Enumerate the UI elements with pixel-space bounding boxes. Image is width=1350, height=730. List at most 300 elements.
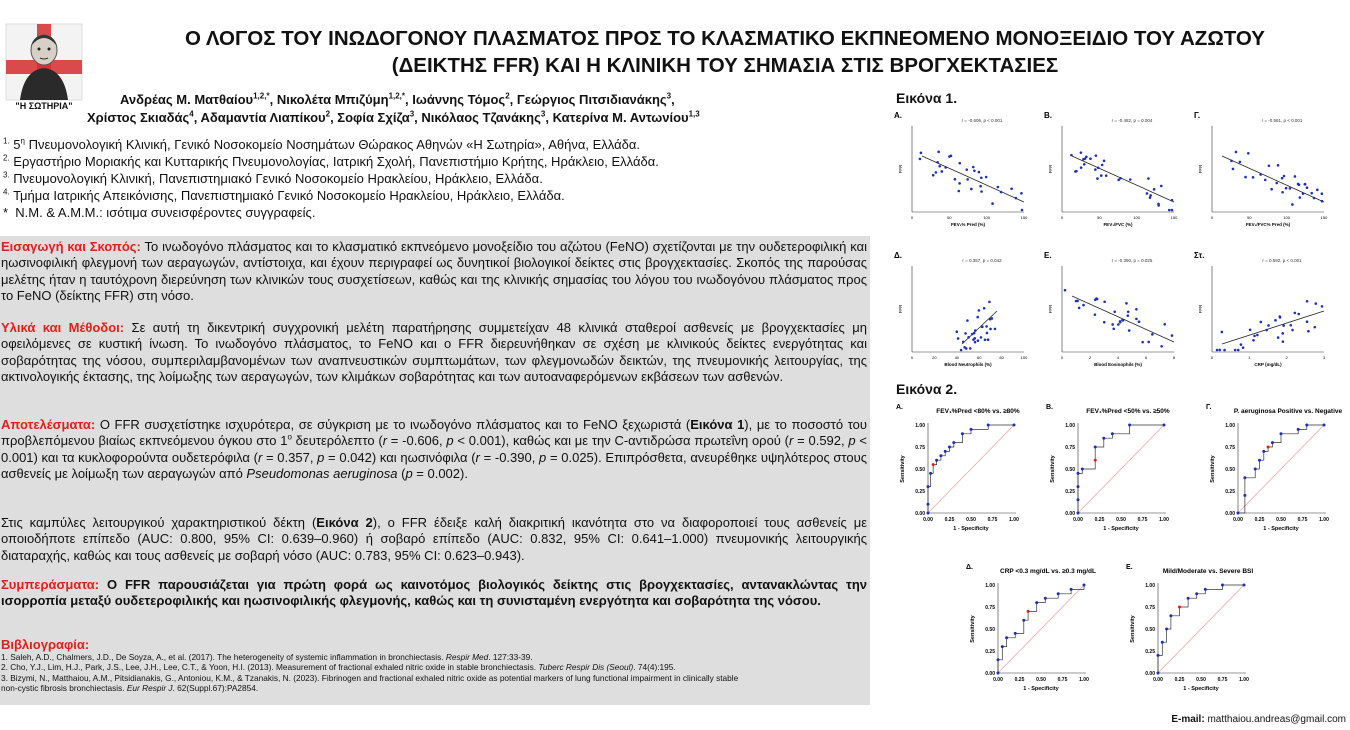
x-axis-label: CRP (mg/dL) xyxy=(1254,362,1282,367)
scatter-point xyxy=(1294,175,1297,178)
scatter-point xyxy=(991,317,994,320)
ref-tail: . 74(4):195. xyxy=(633,662,676,673)
scatter-point xyxy=(1321,200,1324,203)
roc-point xyxy=(1243,476,1246,479)
scatter-point xyxy=(1129,178,1132,181)
y-tick-label: 0.50 xyxy=(915,467,925,473)
results-text: δευτερόλεπτο ( xyxy=(291,433,383,449)
scatter-point xyxy=(1281,332,1284,335)
author-name: Νικόλαος Τζανάκης xyxy=(421,110,541,125)
methods-heading: Υλικά και Μέθοδοι: xyxy=(1,320,125,335)
x-axis-label: Blood Neutrophils (%) xyxy=(944,362,992,367)
scatter-point xyxy=(984,338,987,341)
author-sep: , xyxy=(405,92,413,107)
scatter-point xyxy=(1321,192,1324,195)
authors-line-2 xyxy=(87,110,700,125)
author-sep: , xyxy=(193,110,201,125)
x-axis-label: 1 - Specificity xyxy=(1183,686,1219,692)
references xyxy=(1,637,869,693)
ref-text: 2. Cho, Y.J., Lim, H.J., Park, J.S., Lee, J.H., Lee, C.T., & Yoon, H.I. (2013). Measurement of fractional exhaled nitric oxide in stable bronchiectasis. xyxy=(1,662,539,673)
affil-num: 2. xyxy=(3,153,10,163)
roc-point xyxy=(1280,432,1283,435)
scatter-point xyxy=(1135,308,1138,311)
authors-line-1 xyxy=(120,92,675,107)
author-name: Νικολέτα Μπιζύμη xyxy=(276,92,389,107)
species-name: Pseudomonas aeruginosa xyxy=(246,465,398,481)
reference-item xyxy=(1,683,869,693)
roc-point xyxy=(1323,424,1326,427)
scatter-point xyxy=(970,188,973,191)
scatter-point xyxy=(1252,176,1255,179)
x-axis-label: 1 - Specificity xyxy=(1263,526,1299,532)
roc-point xyxy=(1187,597,1190,600)
scatter-point xyxy=(1314,326,1317,329)
results-text: = 0.002). xyxy=(412,465,468,481)
roc-point xyxy=(944,450,947,453)
x-tick-label: 4 xyxy=(1116,355,1120,360)
author-name: Ιωάννης Τόμος xyxy=(412,92,506,107)
roc-title: CRP <0.3 mg/dL vs. ≥0.3 mg/dL xyxy=(1000,568,1096,575)
panel-label: Δ. xyxy=(966,564,973,571)
scatter-point xyxy=(1314,302,1317,305)
affil-text: Πνευμονολογική Κλινική, Γενικό Νοσοκομείο Νοσημάτων Θώρακος Αθηνών «Η Σωτηρία», Αθήνα, Ελλάδα. xyxy=(24,137,640,152)
scatter-panel xyxy=(1194,111,1328,227)
roc-point xyxy=(1111,432,1114,435)
reference-line xyxy=(928,425,1014,513)
x-tick-label: 0 xyxy=(910,215,914,220)
scatter-point xyxy=(1291,203,1294,206)
author-name: Αδαμαντία Λιαπίκου xyxy=(200,110,326,125)
roc-title: P. aeruginosa Positive vs. Negative xyxy=(1233,408,1343,415)
scatter-point xyxy=(1094,313,1097,316)
trend-line xyxy=(1222,311,1324,344)
x-axis-label: FEV₁/FVC% Pred (%) xyxy=(1245,222,1291,227)
scatter-point xyxy=(1078,307,1081,310)
scatter-point xyxy=(1221,331,1224,334)
stat-r: r xyxy=(475,449,480,465)
scatter-point xyxy=(1010,187,1013,190)
scatter-point xyxy=(1147,177,1150,180)
scatter-point xyxy=(1113,310,1116,313)
scatter-point xyxy=(1270,188,1273,191)
scatter-point xyxy=(978,171,981,174)
scatter-point xyxy=(950,155,953,158)
roc-point xyxy=(1128,424,1131,427)
x-axis-label: Blood Eosinophils (%) xyxy=(1094,362,1142,367)
scatter-point xyxy=(1281,177,1284,180)
y-axis-label: FFR xyxy=(1048,304,1053,314)
author-name: Κατερίνα Μ. Αντωνίου xyxy=(552,110,689,125)
figure-1-title: Εικόνα 1. xyxy=(896,90,958,106)
scatter-point xyxy=(994,328,997,331)
roc-point xyxy=(1070,588,1073,591)
scatter-point xyxy=(1096,177,1099,180)
scatter-point xyxy=(1237,349,1240,352)
results-text: Στις καμπύλες λειτουργικού χαρακτηριστικού δέκτη ( xyxy=(1,515,317,530)
scatter-point xyxy=(1020,192,1023,195)
scatter-point xyxy=(1267,324,1270,327)
results-text: = -0.390, xyxy=(479,449,540,465)
scatter-point xyxy=(1223,349,1226,352)
scatter-point xyxy=(919,158,922,161)
y-tick-label: 1.00 xyxy=(985,583,995,589)
scatter-point xyxy=(1218,349,1221,352)
roc-title: FEV₁%Pred <50% vs. ≥50% xyxy=(1086,408,1170,415)
affil-num: * xyxy=(3,205,9,220)
scatter-point xyxy=(1103,300,1106,303)
scatter-point xyxy=(1082,158,1085,161)
scatter-point xyxy=(980,190,983,193)
scatter-point xyxy=(1242,346,1245,349)
scatter-panel xyxy=(1194,251,1326,367)
author-sep: , xyxy=(330,110,338,125)
y-axis-label: FFR xyxy=(1048,164,1053,174)
author-sup: 1,3 xyxy=(688,109,700,119)
y-axis-label: Sensitivity xyxy=(1130,615,1136,643)
roc-point xyxy=(948,446,951,449)
roc-point xyxy=(997,672,1000,675)
author-sup: 2 xyxy=(325,109,331,119)
scatter-point xyxy=(920,152,923,155)
scatter-point xyxy=(938,165,941,168)
y-tick-label: 0.50 xyxy=(1065,467,1075,473)
scatter-panel xyxy=(894,111,1028,227)
scatter-point xyxy=(974,341,977,344)
panel-label: Γ. xyxy=(1206,404,1212,411)
scatter-point xyxy=(957,337,960,340)
title-line-2: (ΔΕΙΚΤΗΣ FFR) ΚΑΙ Η ΚΛΙΝΙΚΗ ΤΟΥ ΣΗΜΑΣΙΑ ΣΤΙΣ ΒΡΟΓΧΕΚΤΑΣΙΕΣ xyxy=(391,54,1059,77)
ref-tail: . 127:33-39. xyxy=(488,652,533,662)
poster-title xyxy=(90,25,1350,79)
x-tick-label: 8 xyxy=(1172,355,1176,360)
stat-p: p xyxy=(405,465,413,481)
affil-sup: η xyxy=(20,136,25,146)
scatter-point xyxy=(958,162,961,165)
roc-point xyxy=(1305,424,1308,427)
scatter-point xyxy=(958,182,961,185)
scatter-point xyxy=(1256,334,1259,337)
scatter-point xyxy=(1282,340,1285,343)
y-axis-label: Sensitivity xyxy=(970,615,976,643)
results-text: = 0.025). Επιπρόσθετα, ανευρέθηκε υψηλότερος στους ασθενείς με λοίμωξη των αεραγωγών από xyxy=(1,449,867,481)
x-tick-label: 0 xyxy=(1210,215,1214,220)
trend-line xyxy=(1222,156,1324,202)
affil-num: 1. xyxy=(3,136,10,146)
scatter-point xyxy=(937,151,940,154)
scatter-point xyxy=(1264,179,1267,182)
roc-point xyxy=(1204,588,1207,591)
scatter-point xyxy=(987,338,990,341)
affil-text: Πνευμονολογική Κλινική, Πανεπιστημιακό Γενικό Νοσοκομείο Ηρακλείου, Ηράκλειο, Ελλάδα. xyxy=(13,171,543,186)
roc-point xyxy=(1297,428,1300,431)
scatter-point xyxy=(1103,160,1106,163)
scatter-point xyxy=(1313,197,1316,200)
author-sep: , xyxy=(414,110,422,125)
scatter-point xyxy=(1216,349,1219,352)
scatter-point xyxy=(1121,319,1124,322)
scatter-point xyxy=(1306,320,1309,323)
author-sup: 3 xyxy=(540,109,546,119)
stat-p: p xyxy=(848,433,856,449)
x-tick-label: 1.00 xyxy=(1079,677,1089,683)
affiliation xyxy=(3,137,640,152)
scatter-point xyxy=(1289,324,1292,327)
scatter-point xyxy=(964,332,967,335)
ref-text: 1. Saleh, A.D., Chalmers, J.D., De Soyza, A., et al. (2017). The heterogeneity of systemic inflammation in bronchiectasis. xyxy=(1,652,446,662)
contact-email xyxy=(1171,714,1346,725)
roc-point xyxy=(927,485,930,488)
y-tick-label: 0.75 xyxy=(1225,445,1235,451)
ref-text: 3. Bizymi, N., Matthaiou, A.M., Pitsidianakis, G., Antoniou, K.M., & Tzanakis, N. (2023). Fibrinogen and fractional exhaled nitric oxide as potential markers of lung functional impairment in clinically stable xyxy=(1,672,739,683)
roc-point xyxy=(1057,592,1060,595)
x-tick-label: 2 xyxy=(1285,355,1288,360)
scatter-point xyxy=(1097,166,1100,169)
intro-heading: Εισαγωγή και Σκοπός: xyxy=(1,239,141,254)
panel-stat: r = -0.390, p = 0.025 xyxy=(1111,258,1153,263)
y-tick-label: 0.75 xyxy=(1065,445,1075,451)
reference-item xyxy=(1,673,869,683)
x-axis-label: 1 - Specificity xyxy=(1023,686,1059,692)
scatter-point xyxy=(1268,164,1271,167)
author-sep: , xyxy=(269,92,277,107)
x-tick-label: 50 xyxy=(947,215,952,220)
x-tick-label: 0.25 xyxy=(1254,517,1265,523)
scatter-point xyxy=(1259,173,1262,176)
author-sup: 1,2,* xyxy=(253,91,270,101)
scatter-panel xyxy=(1044,251,1176,367)
scatter-point xyxy=(1260,321,1263,324)
scatter-point xyxy=(965,168,968,171)
roc-point xyxy=(1005,636,1008,639)
y-tick-label: 1.00 xyxy=(1065,423,1075,429)
scatter-panel xyxy=(894,251,1028,367)
scatter-point xyxy=(978,309,981,312)
scatter-point xyxy=(1117,179,1120,182)
author-sup: 2 xyxy=(505,91,510,101)
x-tick-label: 100 xyxy=(1020,355,1028,360)
email-address[interactable]: matthaiou.andreas@gmail.com xyxy=(1204,714,1346,725)
y-tick-label: 0.25 xyxy=(1225,489,1235,495)
stat-p: p xyxy=(539,449,547,465)
x-axis-label: FEV₁% Pred (%) xyxy=(950,222,986,227)
roc-point xyxy=(1077,498,1080,501)
x-tick-label: 0.00 xyxy=(993,677,1003,683)
roc-point xyxy=(952,441,955,444)
roc-point xyxy=(1243,494,1246,497)
x-tick-label: 20 xyxy=(932,355,937,360)
scatter-point xyxy=(1103,321,1106,324)
ref-journal: Tuberc Respir Dis (Seoul) xyxy=(538,662,634,673)
scatter-point xyxy=(1310,192,1313,195)
scatter-point xyxy=(1074,170,1077,173)
scatter-point xyxy=(1306,300,1309,303)
x-tick-label: 0.25 xyxy=(1014,677,1025,683)
roc-point xyxy=(1195,592,1198,595)
x-tick-label: 0 xyxy=(1060,355,1064,360)
x-axis-label: 1 - Specificity xyxy=(953,526,989,532)
scatter-point xyxy=(1282,324,1285,327)
scatter-point xyxy=(1307,330,1310,333)
scatter-point xyxy=(967,336,970,339)
roc-panel xyxy=(896,404,1020,532)
panel-label: Β. xyxy=(1046,404,1053,411)
scatter-point xyxy=(989,328,992,331)
reference-item xyxy=(1,652,869,662)
scatter-point xyxy=(1100,174,1103,177)
scatter-point xyxy=(935,171,938,174)
panel-label: Δ. xyxy=(894,251,902,260)
x-tick-label: 1 xyxy=(1248,355,1251,360)
stat-r: r xyxy=(257,449,263,465)
roc-panel xyxy=(1206,404,1343,532)
x-tick-label: 50 xyxy=(1247,215,1252,220)
scatter-point xyxy=(1234,349,1237,352)
y-tick-label: 0.75 xyxy=(915,445,925,451)
scatter-point xyxy=(966,178,969,181)
affil-num: 3. xyxy=(3,170,10,180)
intro-section xyxy=(1,239,867,304)
scatter-point xyxy=(1281,191,1284,194)
x-tick-label: 0.00 xyxy=(1153,677,1163,683)
y-tick-label: 0.25 xyxy=(1065,489,1075,495)
scatter-point xyxy=(974,329,977,332)
scatter-point xyxy=(980,336,983,339)
panel-label: Α. xyxy=(896,404,903,411)
results-text: = 0.042) και ηωσινόφιλα ( xyxy=(324,449,476,465)
scatter-point xyxy=(1285,187,1288,190)
scatter-point xyxy=(1138,320,1141,323)
panel-stat: r = -0.606, p < 0.001 xyxy=(961,118,1003,123)
scatter-point xyxy=(1171,199,1174,202)
y-axis-label: FFR xyxy=(898,164,903,174)
scatter-point xyxy=(932,174,935,177)
scatter-point xyxy=(991,202,994,205)
roc-point xyxy=(927,503,930,506)
scatter-point xyxy=(944,166,947,169)
x-tick-label: 80 xyxy=(999,355,1004,360)
scatter-point xyxy=(972,166,975,169)
author-sup: 3 xyxy=(409,109,415,119)
scatter-point xyxy=(1117,323,1120,326)
roc-point xyxy=(1221,584,1224,587)
optimal-cutoff-point xyxy=(1178,606,1181,609)
x-tick-label: 150 xyxy=(1320,215,1328,220)
panel-label: Α. xyxy=(894,111,902,120)
x-tick-label: 0.75 xyxy=(1057,677,1068,683)
author-name: Σοφία Σχίζα xyxy=(337,110,410,125)
results-text: Ο FFR συσχετίστηκε ισχυρότερα, σε σύγκριση με το ινωδογόνο πλάσματος και το FeNO ξεχωριστά ( xyxy=(95,417,691,432)
scatter-point xyxy=(966,319,969,322)
results-text: = 0.592, xyxy=(793,433,849,449)
scatter-point xyxy=(1153,188,1156,191)
x-tick-label: 0.50 xyxy=(1036,677,1046,683)
panel-label: Γ. xyxy=(1194,111,1201,120)
figure-ref: Εικόνα 1 xyxy=(690,417,745,432)
scatter-point xyxy=(1125,302,1128,305)
roc-point xyxy=(1157,672,1160,675)
roc-point xyxy=(935,459,938,462)
scatter-point xyxy=(997,186,1000,189)
scatter-point xyxy=(1135,318,1138,321)
intro-text: Το ινωδογόνο πλάσματος και το κλασματικό εκπνεόμενο μονοξείδιο του αζώτου (FeNO) σχετίζονται με την ουδετεροφιλική και ηωσινοφιλική φλεγμονή των αεραγωγών, αντίστοιχα, και έχουν περιγραφεί ως δυνητικοί βιολογικοί δείκτες στις βρογχεκτασίες. Σκοπός της παρούσας μελέτης ήταν η ταυτόχρονη διερεύνηση των κλινικών τους συσχετίσεων, καθώς και της κλινικής σημασίας του λόγου του ινωδογόνου πλάσματος προς το FeNO (δείκτης FFR) στη νόσο. xyxy=(1,239,867,303)
results-roc-paragraph xyxy=(1,515,867,564)
roc-point xyxy=(929,472,932,475)
author-sep: , xyxy=(509,92,517,107)
scatter-point xyxy=(1127,310,1130,313)
optimal-cutoff-point xyxy=(1094,459,1097,462)
scatter-point xyxy=(983,307,986,310)
author-name: Ανδρέας Μ. Ματθαίου xyxy=(120,92,254,107)
scatter-point xyxy=(1151,333,1154,336)
scatter-point xyxy=(1141,341,1144,344)
roc-point xyxy=(1169,614,1172,617)
scatter-point xyxy=(1303,183,1306,186)
scatter-point xyxy=(1283,175,1286,178)
scatter-point xyxy=(985,325,988,328)
scatter-point xyxy=(1294,312,1297,315)
x-tick-label: 1.00 xyxy=(1009,517,1019,523)
x-tick-label: 6 xyxy=(1144,355,1148,360)
scatter-point xyxy=(1127,314,1130,317)
scatter-point xyxy=(1076,300,1079,303)
roc-point xyxy=(1262,450,1265,453)
author-sep: , xyxy=(671,92,675,107)
y-tick-label: 1.00 xyxy=(1145,583,1155,589)
scatter-point xyxy=(1105,174,1108,177)
x-tick-label: 0 xyxy=(1060,215,1064,220)
scatter-point xyxy=(986,332,989,335)
scatter-point xyxy=(1232,168,1235,171)
scatter-point xyxy=(1094,168,1097,171)
x-tick-label: 0.75 xyxy=(1297,517,1308,523)
scatter-point xyxy=(1298,184,1301,187)
scatter-point xyxy=(1021,209,1024,212)
affil-text: Τμήμα Ιατρικής Απεικόνισης, Πανεπιστημιακό Γενικό Νοσοκομείο Ηρακλείου, Ηράκλειο, Ελλάδα. xyxy=(13,188,565,203)
roc-point xyxy=(1035,601,1038,604)
y-tick-label: 0.00 xyxy=(985,671,995,677)
logo-caption: "Η ΣΩΤΗΡΙΑ" xyxy=(15,101,73,111)
roc-point xyxy=(1077,485,1080,488)
scatter-point xyxy=(1064,289,1067,292)
affiliation xyxy=(3,154,659,169)
scatter-point xyxy=(936,161,939,164)
x-tick-label: 60 xyxy=(976,355,982,360)
scatter-point xyxy=(969,347,972,350)
scatter-point xyxy=(956,330,959,333)
affiliation xyxy=(3,188,565,203)
author-sup: 1,2,* xyxy=(388,91,406,101)
scatter-point xyxy=(1089,157,1092,160)
x-tick-label: 0.50 xyxy=(1276,517,1286,523)
roc-point xyxy=(987,424,990,427)
x-tick-label: 150 xyxy=(1170,215,1178,220)
stat-r: r xyxy=(382,433,388,449)
x-tick-label: 40 xyxy=(954,355,960,360)
scatter-point xyxy=(1000,191,1003,194)
y-axis-label: Sensitivity xyxy=(1050,455,1056,483)
results-text: < 0.001) και τα κυκλοφορούντα ουδετερόφιλα ( xyxy=(1,433,867,465)
author-name: Χρίστος Σκιαδάς xyxy=(87,110,190,125)
roc-point xyxy=(1014,632,1017,635)
y-tick-label: 0.00 xyxy=(915,511,925,517)
roc-point xyxy=(1081,468,1084,471)
roc-point xyxy=(1254,468,1257,471)
results-text: ), ο FFR έδειξε καλή διακριτική ικανότητα στο να διαφοροποιεί τους ασθενείς με οποιοδήποτε επίπεδο (AUC: 0.800, 95% CI: 0.639–0.960) ή σοβαρό επίπεδο (AUC: 0.832, 95% CI: 0.641–1.000) πνευμονικής λειτουργικής διαταραχής, καθώς και τους ασθενείς με σοβαρή νόσο (AUC: 0.783, 95% CI: 0.623–0.943). xyxy=(1,515,867,563)
trend-line xyxy=(1072,156,1174,202)
scatter-point xyxy=(1277,336,1280,339)
x-tick-label: 50 xyxy=(1097,215,1102,220)
affil-text: Εργαστήριο Μοριακής και Κυτταρικής Πνευμονολογίας, Ιατρική Σχολή, Πανεπιστήμιο Κρήτης, Ηράκλειο, Ελλάδα. xyxy=(13,154,659,169)
